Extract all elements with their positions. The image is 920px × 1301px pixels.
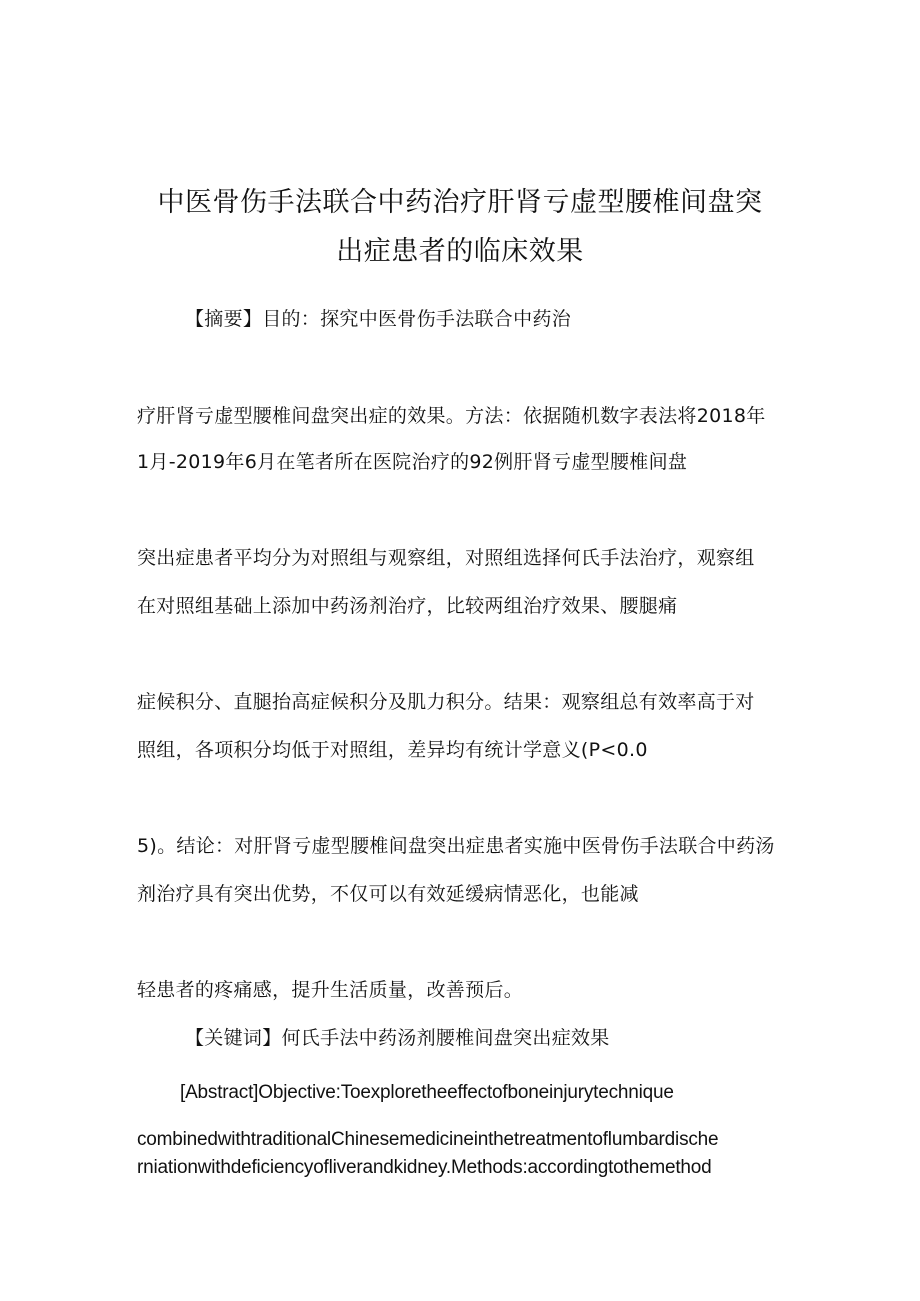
abstract-line-6: 症候积分、直腿抬高症候积分及肌力积分。结果：观察组总有效率高于对 [137,691,755,713]
title-line-1: 中医骨伤手法联合中药治疗肝肾亏虚型腰椎间盘突 [157,187,763,218]
abstract-line-3: 1月-2019年6月在笔者所在医院治疗的92例肝肾亏虚型腰椎间盘 [137,451,688,473]
abstract-line-8: 5)。结论：对肝肾亏虚型腰椎间盘突出症患者实施中医骨伤手法联合中药汤 [137,835,775,857]
abstract-line-1: 【摘要】目的：探究中医骨伤手法联合中药治 [185,308,572,330]
abstract-line-5: 在对照组基础上添加中药汤剂治疗，比较两组治疗效果、腰腿痛 [137,595,678,617]
abstract-en-line-3: rniationwithdeficiencyofliverandkidney.Methods:accordingtothemethod [137,1157,712,1178]
keywords-line: 【关键词】何氏手法中药汤剂腰椎间盘突出症效果 [185,1027,610,1049]
abstract-en-line-2: combinedwithtraditionalChinesemedicineinthetreatmentoflumbardische [137,1129,719,1150]
title-line-2: 出症患者的临床效果 [336,236,584,267]
abstract-line-7: 照组，各项积分均低于对照组，差异均有统计学意义(P<0.0 [137,739,648,761]
abstract-line-9: 剂治疗具有突出优势，不仅可以有效延缓病情恶化，也能减 [137,883,639,905]
abstract-line-10: 轻患者的疼痛感，提升生活质量，改善预后。 [137,979,524,1001]
abstract-line-2: 疗肝肾亏虚型腰椎间盘突出症的效果。方法：依据随机数字表法将2018年 [137,405,766,427]
abstract-en-line-1: [Abstract]Objective:Toexploretheeffectofboneinjurytechnique [180,1082,674,1103]
abstract-line-4: 突出症患者平均分为对照组与观察组，对照组选择何氏手法治疗，观察组 [137,547,755,569]
